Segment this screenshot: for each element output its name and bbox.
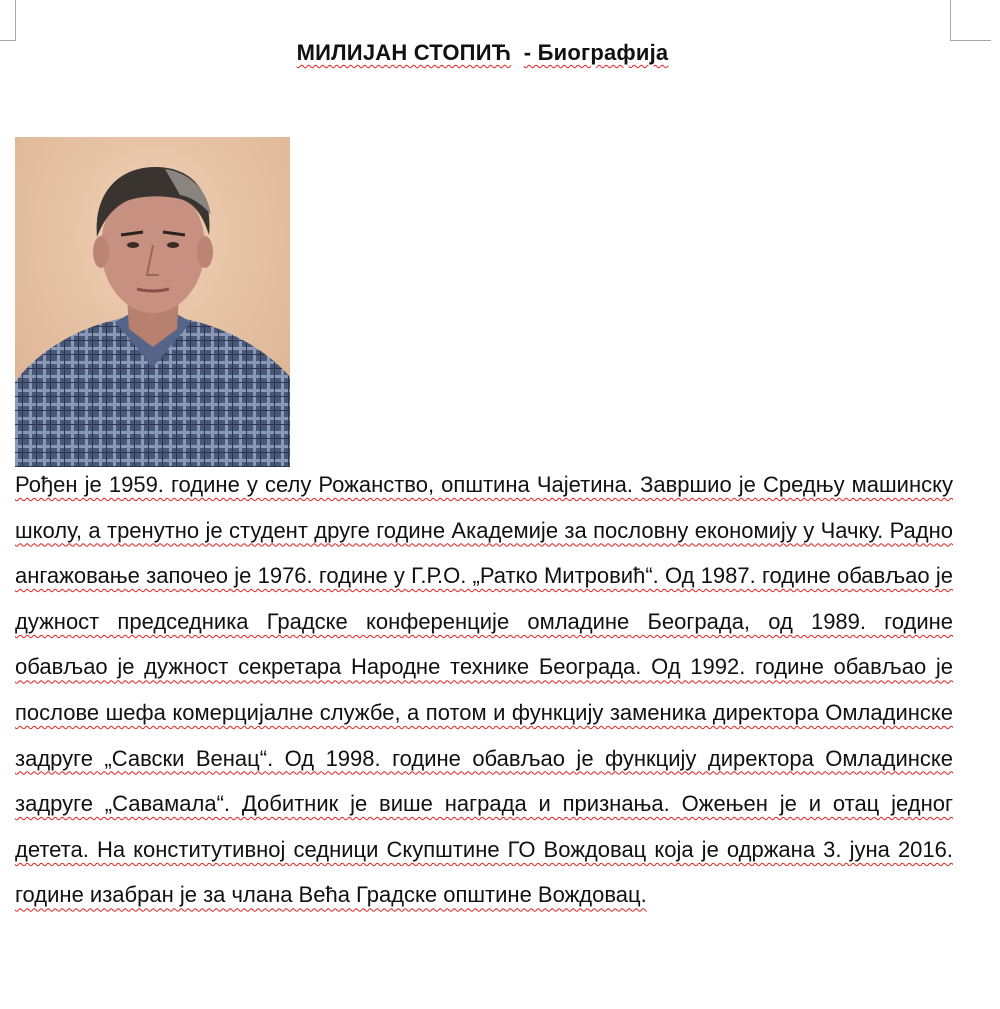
title-name[interactable]: МИЛИЈАН СТОПИЋ — [296, 40, 512, 65]
biography-text[interactable]: Рођен је 1959. године у селу Рожанство, општина Чајетина. Завршио је Средњу машинску школу, а тренутно је студент друге године Академије за пословну економију у Чачку. Радно ангажовање започео је 1976. године у Г.Р.О. „Ратко Митровић“. Од 1987. године обављао је дужност председника Градске конференције омладине Београда, од 1989. године обављао је дужност секретара Народне технике Београда. Од 1992. године обављао је послове шефа комерцијалне службе, а потом и функцију заменика директора Омладинске задруге „Савски Венац“. Од 1998. године обављао је функцију директора Омладинске задруге „Савамала“. Добитник је више награда и признања. Ожењен је и отац једног детета. На конститутивној седници Скупштине ГО Вождовац која је одржана 3. јуна 2016. године изабран је за члана Већа Градске општине Вождовац. — [15, 472, 953, 908]
document-title[interactable] — [0, 40, 965, 66]
crop-mark-top-left — [0, 0, 16, 41]
portrait-image — [15, 137, 290, 467]
portrait-photo[interactable] — [15, 137, 290, 467]
biography-paragraph[interactable] — [15, 462, 953, 918]
crop-mark-top-right — [950, 0, 991, 41]
title-suffix[interactable]: - Биографија — [523, 40, 669, 65]
